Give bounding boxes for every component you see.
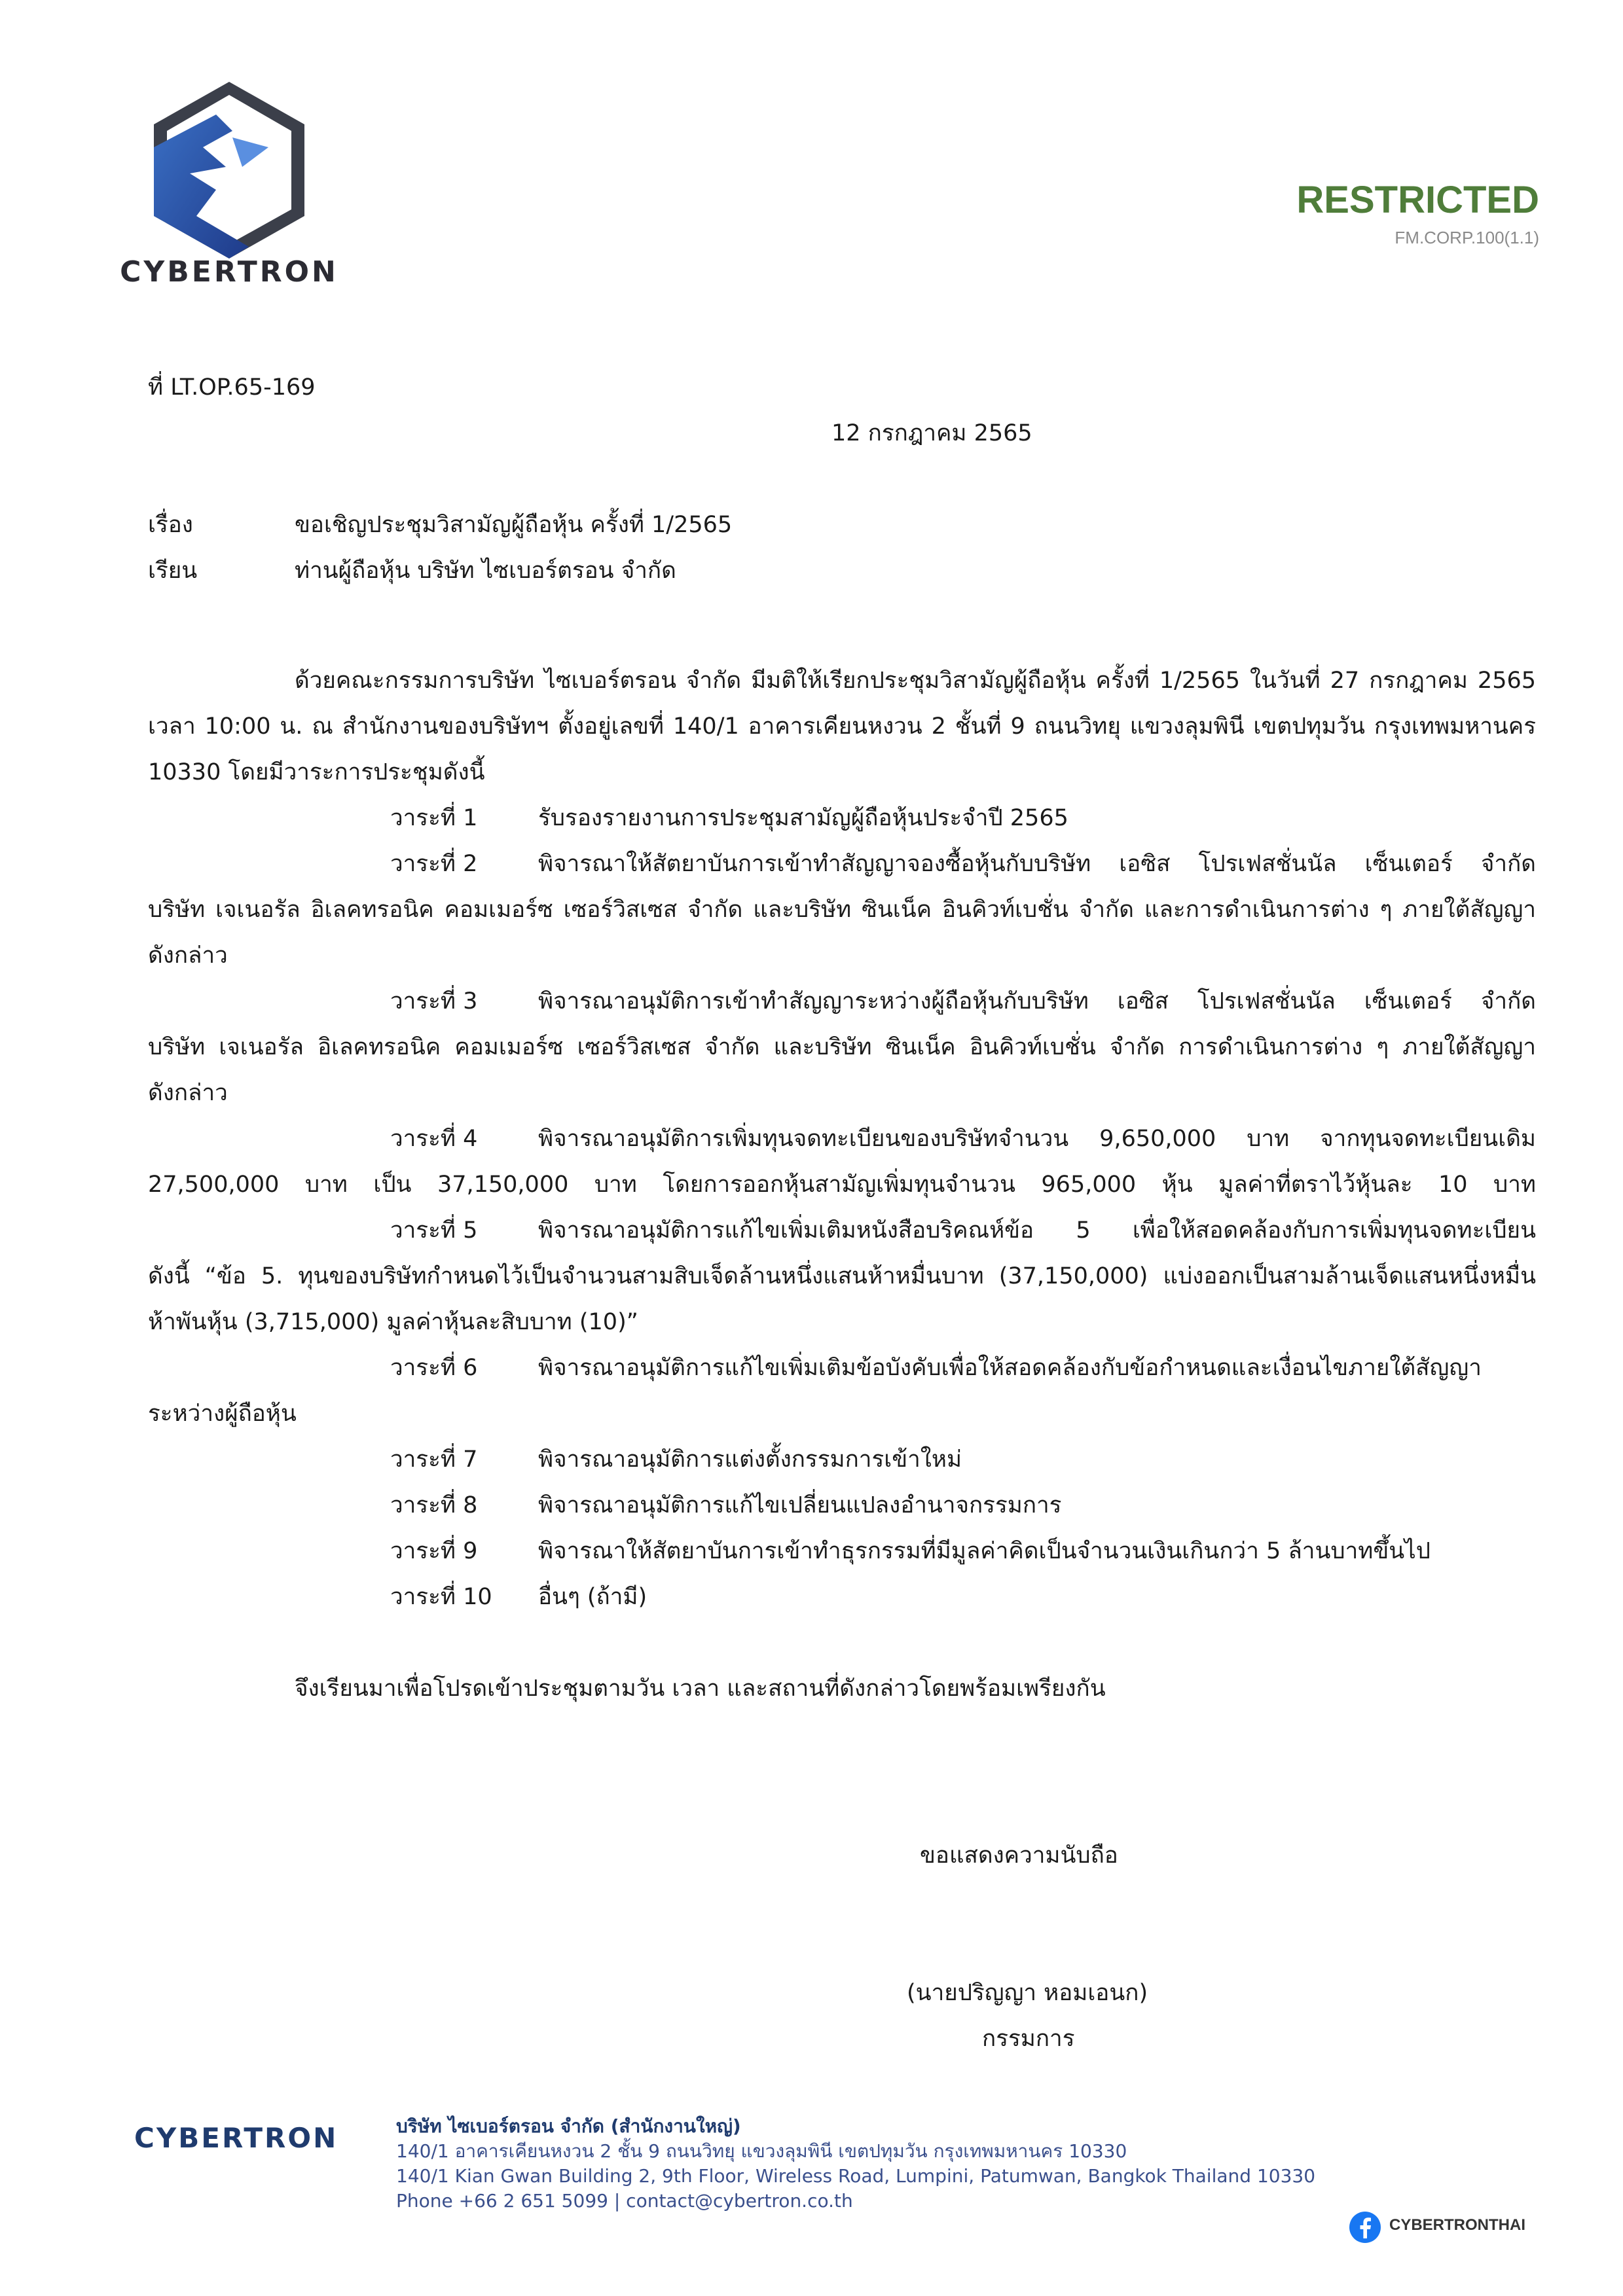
agenda-number: วาระที่ 1 (390, 805, 478, 831)
facebook-icon[interactable] (1349, 2211, 1381, 2244)
agenda-number: วาระที่ 8 (390, 1492, 478, 1518)
agenda-text: ดังนี้ “ข้อ 5. ทุนของบริษัทกำหนดไว้เป็นจำนวนสามสิบเจ็ดล้านหนึ่งแสนห้าหมื่นบาท (37,150,000) แบ่งออกเป็นสามล้านเจ็ดแสนหนึ่งหมื่น (148, 1263, 1536, 1289)
recipient-label: เรียน (148, 558, 198, 584)
footer-contact[interactable]: Phone +66 2 651 5099 | contact@cybertron.co.th (396, 2190, 853, 2212)
agenda-text: อื่นๆ (ถ้ามี) (538, 1584, 647, 1610)
agenda-number: วาระที่ 2 (390, 851, 478, 877)
agenda-text: พิจารณาอนุมัติการเข้าทำสัญญาระหว่างผู้ถือหุ้นกับบริษัท เอซิส โปรเฟสชั่นนัล เซ็นเตอร์ จำกัด (538, 988, 1536, 1014)
letter-date: 12 กรกฎาคม 2565 (831, 420, 1032, 446)
signer-name: (นายปริญญา หอมเอนก) (907, 1980, 1148, 2006)
subject-label: เรื่อง (148, 512, 193, 538)
agenda-number: วาระที่ 6 (390, 1355, 478, 1381)
agenda-text: พิจารณาให้สัตยาบันการเข้าทำธุรกรรมที่มีมูลค่าคิดเป็นจำนวนเงินเกินกว่า 5 ล้านบาทขึ้นไป (538, 1538, 1431, 1564)
intro-line-3: 10330 โดยมีวาระการประชุมดังนี้ (148, 759, 485, 785)
agenda-text: พิจารณาอนุมัติการแต่งตั้งกรรมการเข้าใหม่ (538, 1446, 962, 1473)
subject-text: ขอเชิญประชุมวิสามัญผู้ถือหุ้น ครั้งที่ 1/2565 (295, 512, 733, 538)
agenda-number: วาระที่ 7 (390, 1446, 478, 1473)
recipient-text: ท่านผู้ถือหุ้น บริษัท ไซเบอร์ตรอน จำกัด (295, 558, 676, 584)
footer-address-th: 140/1 อาคารเคียนหงวน 2 ชั้น 9 ถนนวิทยุ แขวงลุมพินี เขตปทุมวัน กรุงเทพมหานคร 10330 (396, 2140, 1127, 2162)
agenda-text: ระหว่างผู้ถือหุ้น (148, 1401, 297, 1427)
agenda-text: รับรองรายงานการประชุมสามัญผู้ถือหุ้นประจำปี 2565 (538, 805, 1068, 831)
intro-line-1: ด้วยคณะกรรมการบริษัท ไซเบอร์ตรอน จำกัด มีมติให้เรียกประชุมวิสามัญผู้ถือหุ้น ครั้งที่ 1/2565 ในวันที่ 27 กรกฎาคม 2565 (295, 668, 1536, 694)
agenda-text: บริษัท เจเนอรัล อิเลคทรอนิค คอมเมอร์ซ เซอร์วิสเซส จำกัด และบริษัท ซินเน็ค อินคิวท์เบชั่น จำกัด การดำเนินการต่าง ๆ ภายใต้สัญญา (148, 1034, 1536, 1060)
social-handle[interactable]: CYBERTRONTHAI (1389, 2216, 1525, 2234)
intro-line-2: เวลา 10:00 น. ณ สำนักงานของบริษัทฯ ตั้งอยู่เลขที่ 140/1 อาคารเคียนหงวน 2 ชั้นที่ 9 ถนนวิทยุ แขวงลุมพินี เขตปทุมวัน กรุงเทพมหานคร (148, 713, 1536, 740)
agenda-number: วาระที่ 3 (390, 988, 478, 1014)
agenda-text: ดังกล่าว (148, 1080, 228, 1106)
footer-company-name: บริษัท ไซเบอร์ตรอน จำกัด (สำนักงานใหญ่) (396, 2115, 741, 2137)
footer-logo-wordmark: CYBERTRON (134, 2122, 338, 2154)
agenda-text: พิจารณาอนุมัติการเพิ่มทุนจดทะเบียนของบริษัทจำนวน 9,650,000 บาท จากทุนจดทะเบียนเดิม (538, 1126, 1536, 1152)
hexagon-eagle-icon (118, 75, 340, 272)
agenda-text: พิจารณาอนุมัติการแก้ไขเปลี่ยนแปลงอำนาจกรรมการ (538, 1492, 1062, 1518)
agenda-text: ดังกล่าว (148, 942, 228, 969)
agenda-number: วาระที่ 4 (390, 1126, 478, 1152)
agenda-number: วาระที่ 10 (390, 1584, 492, 1610)
agenda-text: ห้าพันหุ้น (3,715,000) มูลค่าหุ้นละสิบบาท (10)” (148, 1309, 638, 1335)
signer-title: กรรมการ (982, 2026, 1075, 2052)
logo-wordmark: CYBERTRON (120, 255, 338, 289)
agenda-text: พิจารณาอนุมัติการแก้ไขเพิ่มเติมข้อบังคับเพื่อให้สอดคล้องกับข้อกำหนดและเงื่อนไขภายใต้สัญญา (538, 1355, 1482, 1381)
agenda-text: พิจารณาให้สัตยาบันการเข้าทำสัญญาจองซื้อหุ้นกับบริษัท เอซิส โปรเฟสชั่นนัล เซ็นเตอร์ จำกัด (538, 851, 1536, 877)
agenda-number: วาระที่ 5 (390, 1217, 478, 1244)
regards-text: ขอแสดงความนับถือ (920, 1842, 1118, 1869)
agenda-text: 27,500,000 บาท เป็น 37,150,000 บาท โดยการออกหุ้นสามัญเพิ่มทุนจำนวน 965,000 หุ้น มูลค่าที่ตราไว้หุ้นละ 10 บาท (148, 1172, 1536, 1198)
agenda-number: วาระที่ 9 (390, 1538, 478, 1564)
reference-number: ที่ LT.OP.65-169 (148, 374, 316, 401)
closing-text: จึงเรียนมาเพื่อโปรดเข้าประชุมตามวัน เวลา และสถานที่ดังกล่าวโดยพร้อมเพรียงกัน (295, 1676, 1106, 1702)
agenda-text: บริษัท เจเนอรัล อิเลคทรอนิค คอมเมอร์ซ เซอร์วิสเซส จำกัด และบริษัท ซินเน็ค อินคิวท์เบชั่น จำกัด และการดำเนินการต่าง ๆ ภายใต้สัญญา (148, 897, 1536, 923)
classification-label: RESTRICTED (1296, 179, 1539, 221)
form-code: FM.CORP.100(1.1) (1395, 228, 1539, 247)
agenda-text: พิจารณาอนุมัติการแก้ไขเพิ่มเติมหนังสือบริคณห์ข้อ 5 เพื่อให้สอดคล้องกับการเพิ่มทุนจดทะเบียน (538, 1217, 1536, 1244)
footer-address-en: 140/1 Kian Gwan Building 2, 9th Floor, Wireless Road, Lumpini, Patumwan, Bangkok Thailand 10330 (396, 2165, 1316, 2187)
